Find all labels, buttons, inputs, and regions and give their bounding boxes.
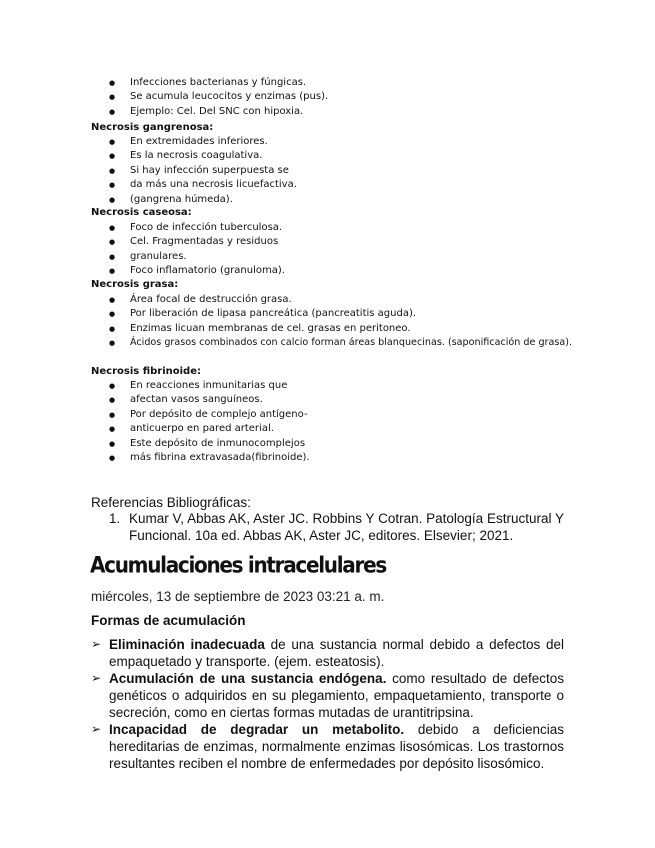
list-item	[91, 721, 564, 772]
list-item: ● Se acumula leucocitos y enzimas (pus).	[109, 90, 328, 104]
list-item: ● granulares.	[109, 250, 285, 264]
list-item: ● Foco de infección tuberculosa.	[109, 221, 285, 235]
page-title: Acumulaciones intracelulares	[90, 551, 386, 578]
reference-number: 1.	[109, 511, 121, 526]
heading-caseosa: Necrosis caseosa:	[91, 207, 192, 218]
list-item	[91, 670, 564, 721]
list-item: ● En extremidades inferiores.	[109, 135, 297, 149]
item-text: como resultado de defectos genéticos o adquiridos en su plegamiento, empaquetamiento, transporte o secreción, como en ciertas formas mutadas de urantitripsina.	[109, 671, 564, 720]
item-bold-text: Acumulación de una sustancia endógena.	[109, 671, 387, 686]
gangrenosa-list	[109, 135, 297, 207]
infection-list	[109, 76, 328, 119]
references-heading: Referencias Bibliográficas:	[91, 495, 251, 510]
list-item: ● Infecciones bacterianas y fúngicas.	[109, 76, 328, 90]
list-item: ● Si hay infección superpuesta se	[109, 164, 297, 178]
list-item	[91, 636, 564, 670]
list-item: ● anticuerpo en pared arterial.	[109, 422, 310, 436]
reference-text: Kumar V, Abbas AK, Aster JC. Robbins Y Cotran. Patología Estructural Y Funcional. 10a ed. Abbas AK, Aster JC, editores. Elsevier; 2021.	[129, 511, 564, 543]
caseosa-list	[109, 221, 285, 279]
item-text: de una sustancia normal debido a defectos del empaquetado y transporte. (ejem. esteatosis).	[109, 637, 564, 669]
list-item: ● Este depósito de inmunocomplejos	[109, 437, 310, 451]
list-item: ● Es la necrosis coagulativa.	[109, 149, 297, 163]
grasa-list	[109, 293, 572, 351]
item-text: debido a deficiencias hereditarias de enzimas, normalmente enzimas lisosómicas. Los trastornos resultantes reciben el nombre de enfermedades por depósito lisosómico.	[109, 722, 564, 771]
list-item: ● da más una necrosis licuefactiva.	[109, 178, 297, 192]
list-item: ● Foco inflamatorio (granuloma).	[109, 264, 285, 278]
list-item: ● Por liberación de lipasa pancreática (pancreatitis aguda).	[109, 307, 572, 321]
list-item: ● Área focal de destrucción grasa.	[109, 293, 572, 307]
fibrinoide-list	[109, 379, 310, 465]
list-item: ● Ejemplo: Cel. Del SNC con hipoxia.	[109, 105, 328, 119]
timestamp: miércoles, 13 de septiembre de 2023 03:21 a. m.	[91, 589, 385, 604]
heading-fibrinoide: Necrosis fibrinoide:	[91, 366, 201, 377]
list-item: ● Enzimas licuan membranas de cel. grasas en peritoneo.	[109, 322, 572, 336]
list-item: ● más fibrina extravasada(fibrinoide).	[109, 451, 310, 465]
item-bold-text: Incapacidad de degradar un metabolito.	[109, 722, 405, 737]
list-item: ● (gangrena húmeda).	[109, 193, 297, 207]
subheading: Formas de acumulación	[91, 613, 246, 628]
list-item: ● afectan vasos sanguíneos.	[109, 393, 310, 407]
heading-grasa: Necrosis grasa:	[91, 279, 179, 290]
list-item: ● Cel. Fragmentadas y residuos	[109, 235, 285, 249]
item-bold-text: Eliminación inadecuada	[109, 637, 265, 652]
list-item: ● Ácidos grasos combinados con calcio forman áreas blanquecinas. (saponificación de grasa).	[109, 336, 572, 350]
list-item: ● En reacciones inmunitarias que	[109, 379, 310, 393]
accumulation-forms-list	[91, 636, 564, 772]
list-item: ● Por depósito de complejo antígeno-	[109, 408, 310, 422]
reference-item	[109, 510, 564, 544]
heading-gangrenosa: Necrosis gangrenosa:	[91, 122, 214, 133]
